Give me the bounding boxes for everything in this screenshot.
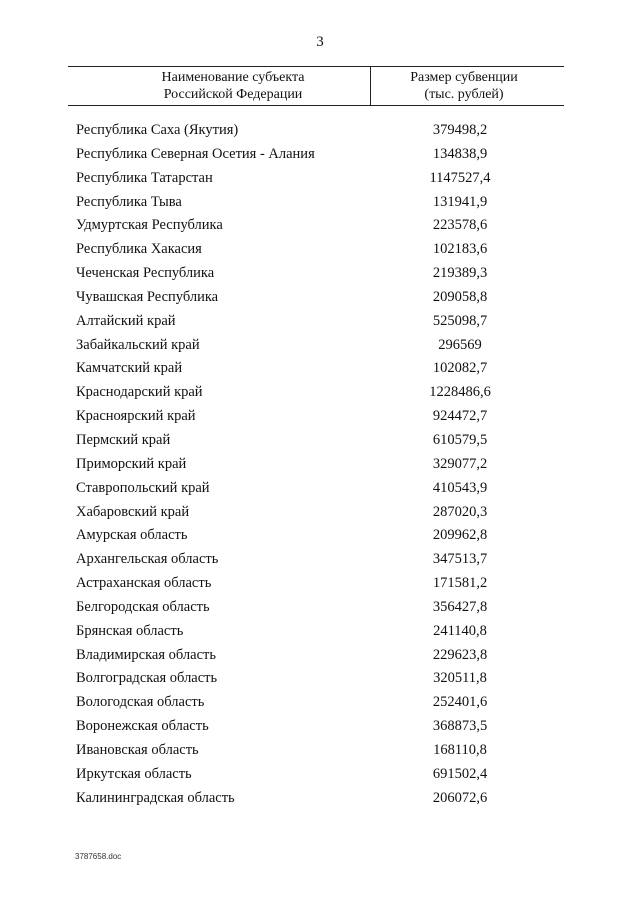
subvention-amount: 296569	[438, 336, 482, 353]
table-row	[0, 239, 640, 263]
subvention-amount: 691502,4	[432, 765, 488, 782]
table-row	[0, 144, 640, 168]
subvention-amount: 171581,2	[432, 575, 488, 592]
subvention-amount: 924472,7	[432, 408, 488, 425]
table-row	[0, 788, 640, 812]
subject-name: Республика Татарстан	[76, 169, 213, 186]
subject-name: Ставропольский край	[76, 479, 210, 496]
subject-name: Чеченская Республика	[76, 265, 215, 282]
column-header-amount	[374, 69, 554, 103]
subject-name: Приморский край	[76, 455, 187, 472]
subject-name: Брянская область	[76, 622, 184, 639]
column-divider	[370, 67, 371, 105]
subject-name: Калининградская область	[76, 789, 235, 806]
subvention-amount: 223578,6	[432, 217, 488, 234]
table-row	[0, 692, 640, 716]
table-row	[0, 621, 640, 645]
subvention-amount: 209058,8	[432, 288, 488, 305]
subject-name: Красноярский край	[76, 408, 196, 425]
table-row	[0, 382, 640, 406]
subvention-amount: 1147527,4	[429, 169, 491, 186]
table-row	[0, 764, 640, 788]
subvention-amount: 131941,9	[432, 193, 488, 210]
subvention-amount: 229623,8	[432, 646, 488, 663]
table-row	[0, 406, 640, 430]
subject-name: Вологодская область	[76, 694, 205, 711]
subvention-amount: 134838,9	[432, 145, 488, 162]
table-row	[0, 215, 640, 239]
column-header-amount-line2: (тыс. рублей)	[424, 87, 504, 102]
subvention-amount: 102082,7	[432, 360, 488, 377]
subject-name: Республика Тыва	[76, 193, 182, 210]
column-header-subject-line2: Российской Федерации	[163, 87, 303, 102]
subject-name: Республика Хакасия	[76, 241, 202, 258]
subject-name: Краснодарский край	[76, 384, 203, 401]
subject-name: Республика Саха (Якутия)	[76, 122, 239, 138]
subvention-amount: 1228486,6	[429, 384, 491, 401]
column-header-subject-line1: Наименование субъекта	[161, 70, 305, 85]
document-filename: 3787658.doc	[75, 852, 122, 861]
table-row	[0, 668, 640, 692]
table-row	[0, 549, 640, 573]
table-row	[0, 502, 640, 526]
table-row	[0, 597, 640, 621]
table-row	[0, 430, 640, 454]
column-header-subject	[108, 69, 358, 103]
table-row	[0, 263, 640, 287]
subvention-amount: 219389,3	[432, 265, 488, 282]
subvention-amount: 206072,6	[432, 789, 488, 806]
subvention-amount: 102183,6	[432, 241, 488, 258]
subject-name: Амурская область	[76, 527, 188, 544]
subject-name: Владимирская область	[76, 646, 216, 663]
subvention-amount: 287020,3	[432, 503, 488, 520]
table-row	[0, 525, 640, 549]
subject-name: Архангельская область	[76, 551, 219, 568]
table-row	[0, 454, 640, 478]
table-row	[0, 573, 640, 597]
subject-name: Ивановская область	[76, 741, 199, 758]
column-header-amount-line1: Размер субвенции	[410, 70, 518, 85]
table-row	[0, 311, 640, 335]
subvention-amount: 356427,8	[432, 598, 488, 615]
subject-name: Белгородская область	[76, 598, 210, 615]
subvention-amount: 252401,6	[432, 694, 488, 711]
subvention-amount: 209962,8	[432, 527, 488, 544]
subject-name: Камчатский край	[76, 360, 183, 377]
subject-name: Чувашская Республика	[76, 288, 219, 305]
subvention-amount: 610579,5	[432, 431, 488, 448]
table-row	[0, 716, 640, 740]
subject-name: Республика Северная Осетия - Алания	[76, 145, 315, 162]
subvention-amount: 368873,5	[432, 718, 488, 735]
table-row	[0, 287, 640, 311]
subject-name: Алтайский край	[76, 312, 176, 329]
subject-name: Астраханская область	[76, 575, 212, 592]
table-row	[0, 358, 640, 382]
subject-name: Удмуртская Республика	[76, 217, 223, 234]
table-row	[0, 120, 640, 144]
subject-name: Воронежская область	[76, 718, 209, 735]
subject-name: Волгоградская область	[76, 670, 218, 687]
subject-name: Пермский край	[76, 431, 171, 448]
table-row	[0, 168, 640, 192]
table-row	[0, 645, 640, 669]
subject-name: Хабаровский край	[76, 503, 190, 520]
subvention-amount: 320511,8	[433, 670, 487, 687]
table-row	[0, 192, 640, 216]
table-row	[0, 335, 640, 359]
subject-name: Забайкальский край	[76, 336, 200, 353]
subvention-amount: 329077,2	[432, 455, 488, 472]
page-number: 3	[316, 34, 324, 50]
subvention-amount: 410543,9	[432, 479, 488, 496]
table-body	[0, 120, 640, 811]
subvention-amount: 379498,2	[432, 122, 488, 138]
subvention-amount: 168110,8	[433, 741, 487, 758]
table-row	[0, 478, 640, 502]
table-header	[68, 66, 564, 106]
table-row	[0, 740, 640, 764]
subvention-amount: 525098,7	[432, 312, 488, 329]
subvention-amount: 241140,8	[433, 622, 487, 639]
subject-name: Иркутская область	[76, 765, 192, 782]
subvention-amount: 347513,7	[432, 551, 488, 568]
